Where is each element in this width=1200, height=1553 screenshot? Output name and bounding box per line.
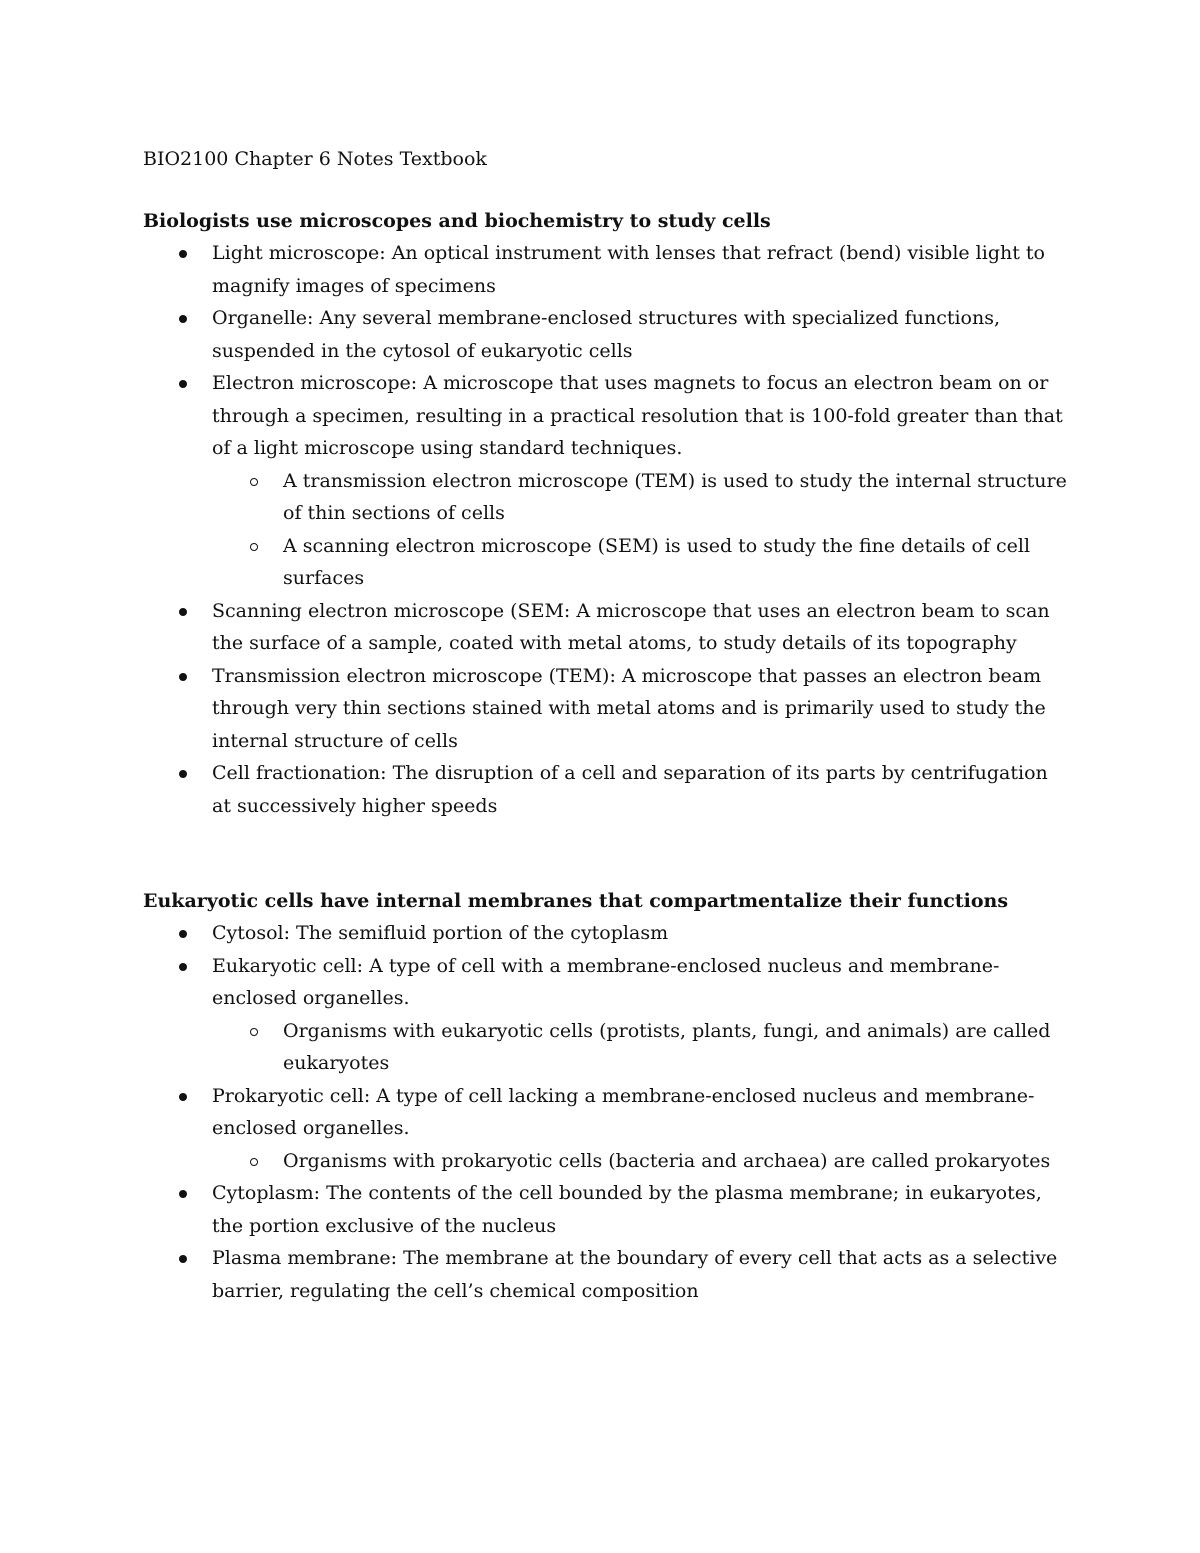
spacer [143,175,1068,205]
list-item [143,660,1068,758]
list-item [143,757,1068,822]
sub-list-item [212,1015,1068,1080]
sub-list-container [143,1145,1068,1178]
list-item-text: Scanning electron microscope (SEM: A microscope that uses an electron beam to scan the surface of a sample, coated with metal atoms, to study details of its topography [212,599,1050,654]
list-item-text: Cytoplasm: The contents of the cell bounded by the plasma membrane; in eukaryotes, the portion exclusive of the nucleus [212,1182,1042,1237]
bullet-icon [179,1093,187,1101]
bullet-list [143,237,1068,822]
list-item-text: Eukaryotic cell: A type of cell with a membrane-enclosed nucleus and membrane-enclosed organelles. [212,954,1000,1009]
bullet-icon [179,250,187,258]
list-item [143,1242,1068,1307]
document-title: BIO2100 Chapter 6 Notes Textbook [143,148,487,170]
document-page [143,143,1068,1307]
section-heading: Biologists use microscopes and biochemistry to study cells [143,210,771,232]
circle-bullet-icon [250,543,258,551]
sub-bullet-list [212,1145,1068,1178]
list-item [143,1177,1068,1242]
sub-list-item-text: A scanning electron microscope (SEM) is used to study the fine details of cell surfaces [283,534,1031,589]
list-item [143,1080,1068,1145]
bullet-icon [179,1190,187,1198]
bullet-icon [179,963,187,971]
list-item [143,595,1068,660]
bullet-list [143,917,1068,1307]
list-item-text: Cell fractionation: The disruption of a cell and separation of its parts by centrifugation at successively higher speeds [212,762,1048,817]
list-item [143,302,1068,367]
list-item-text: Organelle: Any several membrane-enclosed structures with specialized functions, suspended in the cytosol of eukaryotic cells [212,307,1001,362]
list-item-text: Transmission electron microscope (TEM): A microscope that passes an electron beam through very thin sections stained with metal atoms and is primarily used to study the internal structure of cells [212,664,1046,752]
bullet-icon [179,673,187,681]
list-item-text: Plasma membrane: The membrane at the boundary of every cell that acts as a selective barrier, regulating the cell’s chemical composition [212,1247,1058,1302]
bullet-icon [179,1255,187,1263]
list-item [143,237,1068,302]
bullet-icon [179,770,187,778]
section-heading: Eukaryotic cells have internal membranes that compartmentalize their functions [143,890,1009,912]
bullet-icon [179,315,187,323]
sections-container [143,205,1068,1307]
list-item-text: Light microscope: An optical instrument with lenses that refract (bend) visible light to magnify images of specimens [212,242,1045,297]
section [143,205,1068,822]
list-item [143,950,1068,1015]
circle-bullet-icon [250,478,258,486]
list-item [143,367,1068,465]
sub-bullet-list [212,465,1068,595]
sub-list-item-text: Organisms with eukaryotic cells (protists, plants, fungi, and animals) are called eukaryotes [283,1019,1051,1074]
circle-bullet-icon [250,1158,258,1166]
sub-list-item-text: A transmission electron microscope (TEM) is used to study the internal structure of thin sections of cells [283,469,1067,524]
sub-list-item [212,1145,1068,1178]
circle-bullet-icon [250,1028,258,1036]
bullet-icon [179,380,187,388]
sub-list-item [212,530,1068,595]
section-spacer [143,822,1068,885]
sub-list-container [143,465,1068,595]
sub-list-container [143,1015,1068,1080]
sub-list-item [212,465,1068,530]
sub-bullet-list [212,1015,1068,1080]
list-item [143,917,1068,950]
section [143,885,1068,1307]
list-item-text: Electron microscope: A microscope that uses magnets to focus an electron beam on or through a specimen, resulting in a practical resolution that is 100-fold greater than that of a light microscope using standard techniques. [212,372,1063,459]
sub-list-item-text: Organisms with prokaryotic cells (bacteria and archaea) are called prokaryotes [283,1149,1051,1172]
list-item-text: Prokaryotic cell: A type of cell lacking a membrane-enclosed nucleus and membrane-enclosed organelles. [212,1084,1035,1139]
list-item-text: Cytosol: The semifluid portion of the cytoplasm [212,922,669,944]
bullet-icon [179,930,187,938]
bullet-icon [179,608,187,616]
